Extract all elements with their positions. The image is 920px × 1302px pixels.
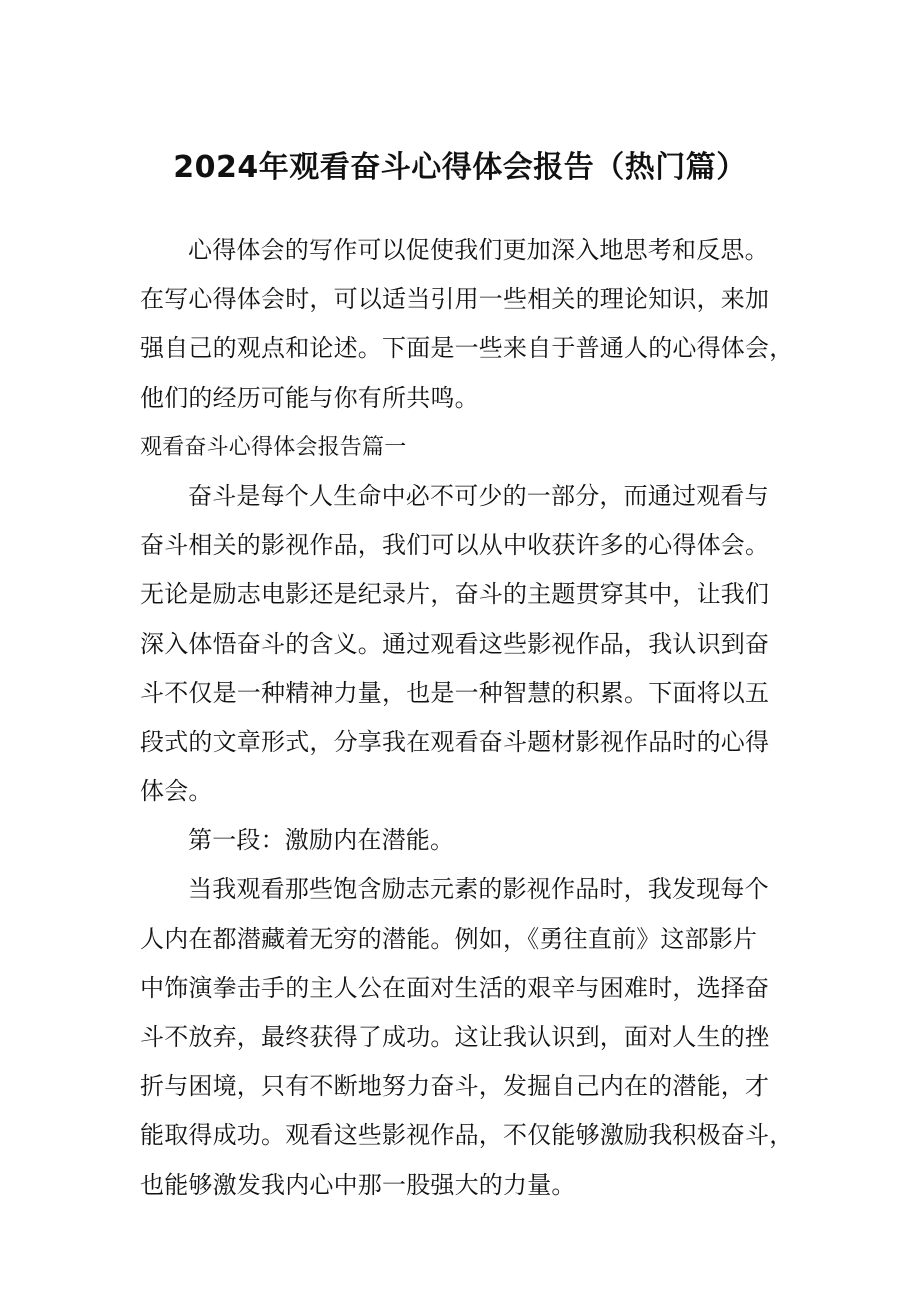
- paragraph-line: 无论是励志电影还是纪录片，奋斗的主题贯穿其中，让我们: [140, 580, 770, 609]
- paragraph-line: 斗不放弃，最终获得了成功。这让我认识到，面对人生的挫: [140, 1023, 770, 1051]
- paragraph-line: 奋斗是每个人生命中必不可少的一部分，而通过观看与: [188, 481, 769, 510]
- paragraph-line: 也能够激发我内心中那一股强大的力量。: [140, 1170, 576, 1199]
- document-body: [140, 226, 794, 1210]
- paragraph-line: 折与困境，只有不断地努力奋斗，发掘自己内在的潜能，才: [140, 1072, 770, 1101]
- intro-line: 强自己的观点和论述。下面是一些来自于普通人的心得体会，: [140, 334, 794, 363]
- paragraph-line: 奋斗相关的影视作品，我们可以从中收获许多的心得体会。: [140, 531, 770, 560]
- paragraph-line: 斗不仅是一种精神力量，也是一种智慧的积累。下面将以五: [140, 678, 770, 707]
- paragraph-line: 中饰演拳击手的主人公在面对生活的艰辛与困难时，选择奋: [140, 973, 770, 1002]
- intro-line: 在写心得体会时，可以适当引用一些相关的理论知识，来加: [140, 285, 770, 314]
- subheading: 第一段：激励内在潜能。: [188, 826, 455, 855]
- paragraph-line: 体会。: [140, 777, 213, 806]
- paragraph-line: 能取得成功。观看这些影视作品，不仅能够激励我积极奋斗，: [140, 1121, 794, 1150]
- paragraph-line: 当我观看那些饱含励志元素的影视作品时，我发现每个: [188, 875, 769, 904]
- document-title: 2024年观看奋斗心得体会报告（热门篇）: [173, 150, 747, 185]
- paragraph-line: 深入体悟奋斗的含义。通过观看这些影视作品，我认识到奋: [140, 629, 770, 658]
- intro-line: 心得体会的写作可以促使我们更加深入地思考和反思。: [188, 236, 769, 264]
- intro-line: 他们的经历可能与你有所共鸣。: [140, 383, 479, 412]
- paragraph-line: 段式的文章形式，分享我在观看奋斗题材影视作品时的心得: [140, 727, 770, 756]
- section-heading: 观看奋斗心得体会报告篇一: [140, 434, 407, 460]
- paragraph-line: 人内在都潜藏着无穷的潜能。例如，《勇往直前》这部影片: [140, 924, 758, 953]
